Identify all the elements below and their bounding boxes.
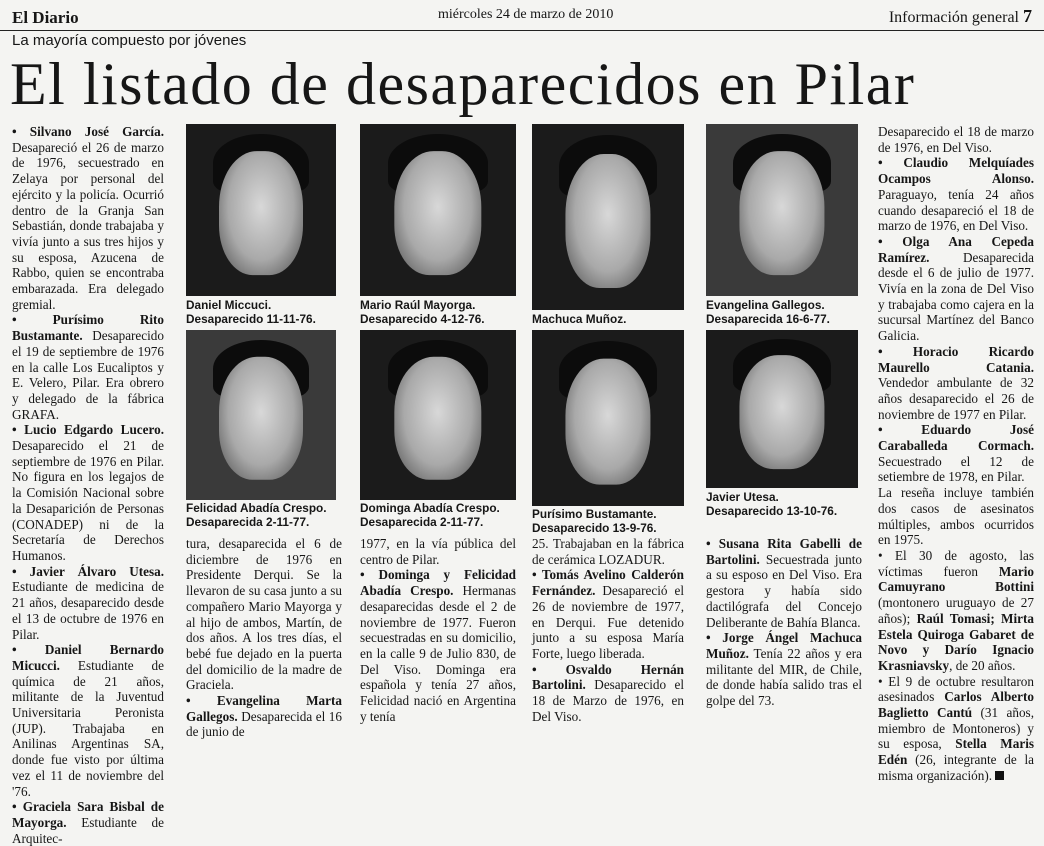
para-text: (26, integrante de la misma organización).	[878, 752, 1034, 783]
caption-status: Desaparecida 2-11-77.	[186, 514, 310, 529]
photo-daniel-miccuci	[186, 124, 336, 296]
entry-text: Desaparecido el 21 de septiembre de 1976 en Pilar. No figura en los legajos de la Comisión Nacional sobre la Desaparición de Personas (CONADEP) ni de la Secretaría de Derechos Humanos.	[12, 438, 164, 563]
entry-name: • Claudio Melquíades Ocampos Alonso.	[878, 155, 1034, 187]
entry-text: Desaparecida desde el 6 de julio de 1977. Vivía en la zona de Del Viso y trabajaba como cajera en la sucursal Martínez del Banco Galicia.	[878, 249, 1034, 344]
entry-text: Desapareció el 26 de marzo de 1976, secuestrado en Zelaya por personal del ejército y la policía. Ocurrió dentro de la Granja San Sebastián, donde trabajaba y vivía junto a sus tres hijos y su esposa, Azucena de Rabbo, quien se encontraba embarazada. Era delegado gremial.	[12, 139, 164, 312]
entry-gallegos	[186, 693, 342, 740]
entry-text: Paraguayo, tenía 24 años cuando desapareció el 18 de marzo de 1976, en Del Viso.	[878, 186, 1034, 234]
entry-name: • Silvano José García.	[12, 124, 164, 139]
kicker: La mayoría compuesto por jóvenes	[12, 32, 247, 49]
entry-micucci	[12, 642, 164, 799]
caption-name: Javier Utesa.	[706, 490, 779, 504]
entry-text: Vendedor ambulante de 32 años desaparecido el 26 de noviembre de 1977 en Pilar.	[878, 375, 1034, 422]
caption-name: Machuca Muñoz.	[532, 312, 627, 326]
photo-purisimo-bustamante	[532, 330, 684, 506]
photo-portrait	[394, 152, 481, 276]
entry-text: Desaparecido el 19 de septiembre de 1976 en la calle Los Eucaliptos y E. Velero, Pilar. Era obrero y delegado de la fábrica GRAFA.	[12, 328, 164, 422]
entry-ocampos	[878, 155, 1034, 234]
photo-caption	[360, 502, 528, 529]
entry-name: • Javier Álvaro Utesa.	[12, 563, 164, 579]
victim-name: Carlos Alberto Baglietto Cantú	[878, 689, 1034, 721]
photo-portrait	[394, 357, 481, 479]
headline: El listado de desaparecidos en Pilar	[10, 51, 916, 117]
para-text: • El 30 de agosto, las víctimas fueron	[878, 547, 1034, 579]
entry-machuca	[706, 630, 862, 709]
entry-lucero	[12, 422, 164, 563]
photo-portrait	[739, 152, 824, 276]
entry-name: • Susana Rita Gabelli de Bartolini.	[706, 536, 862, 567]
para-text: (montonero uruguayo de 27 años);	[878, 595, 1034, 626]
entry-cepeda	[878, 234, 1034, 344]
entry-name: • Horacio Ricardo Maurello Catania.	[878, 343, 1034, 375]
entry-text: Desapareció el 26 de noviembre de 1977, en Derqui. Fue detenido junto a su esposa María Forte, luego liberada.	[532, 583, 684, 661]
victim-name: Stella Maris Edén	[878, 736, 1034, 768]
photo-portrait	[565, 154, 650, 288]
entry-bartolini-cont: Desaparecido el 18 de marzo de 1976, en Del Viso.	[878, 124, 1034, 155]
entry-name: • Graciela Sara Bisbal de Mayorga.	[12, 799, 164, 830]
caption-name: Purísimo Bustamante.	[532, 507, 657, 521]
photo-evangelina-gallegos	[706, 124, 858, 296]
section-name: Información general	[888, 9, 1019, 26]
end-of-article-icon	[995, 771, 1004, 780]
photo-caption	[706, 299, 871, 326]
issue-date: miércoles 24 de marzo de 2010	[438, 7, 614, 22]
entry-text: Desaparecido el 18 de Marzo de 1976, en Del Viso.	[532, 677, 684, 724]
page-number: 7	[1023, 6, 1032, 26]
entry-name: • Dominga y Felicidad Abadía Crespo.	[360, 567, 516, 599]
caption-status: Desaparecida 16-6-77.	[706, 311, 830, 326]
entry-bisbal	[12, 799, 164, 846]
photo-portrait	[565, 358, 650, 485]
newspaper-logo: El Diario	[12, 8, 79, 27]
entry-name: • Purísimo Rito Bustamante.	[12, 312, 164, 344]
para-text: (31 años, miembro de Montoneros) y su esposa,	[878, 705, 1034, 752]
entry-name: • Tomás Avelino Calderón Fernández.	[532, 567, 684, 599]
entry-text: Desaparecida el 16 de junio de	[186, 708, 342, 740]
column-4	[532, 536, 684, 724]
entry-name: • Lucio Edgardo Lucero.	[12, 422, 164, 438]
entry-caraballeda	[878, 422, 1034, 485]
photo-caption	[186, 502, 354, 529]
entry-text: Estudiante de química de 21 años, militante de la Juventud Universitaria Peronista (JUP). Trabajaba en Anilinas Argentinas SA, donde fue visto por última vez el 11 de noviembre del '76.	[12, 657, 164, 799]
para-text: , de 20 años.	[949, 657, 1016, 673]
column-6	[878, 124, 1034, 783]
paragraph-9-octubre	[878, 674, 1034, 784]
para-text: • El 9 de octubre resultaron asesinados	[878, 673, 1034, 705]
photo-caption	[532, 313, 692, 327]
caption-name: Mario Raúl Mayorga.	[360, 298, 476, 312]
photo-portrait	[739, 355, 824, 469]
entry-calderon	[532, 567, 684, 661]
paragraph-asesinatos: La reseña incluye también dos casos de asesinatos múltiples, ambos ocurridos en 1975.	[878, 485, 1034, 548]
entry-text: Estudiante de medicina de 21 años, desaparecido desde el 13 de octubre de 1976 en Pilar.	[12, 579, 164, 642]
entry-bartolini	[532, 662, 684, 725]
caption-name: Daniel Miccuci.	[186, 298, 272, 312]
column-2	[186, 536, 342, 740]
entry-name: • Osvaldo Hernán Bartolini.	[532, 661, 684, 693]
entry-text: Hermanas desaparecidas desde el 2 de noviembre de 1977. Fueron secuestradas en su domicilio, en la calle 9 de Julio 830, de Del Viso. Dominga era española y tenía 27 años, Felicidad nació en Argentina y tenía	[360, 583, 516, 724]
victim-name: Raúl Tomasi; Mirta Estela Quiroga Gabaret de Novo y Darío Ignacio Krasniavsky	[878, 610, 1034, 673]
entry-text: Estudiante de Arquitec-	[12, 814, 164, 846]
section-label	[889, 6, 1032, 27]
entry-name: • Evangelina Marta Gallegos.	[186, 693, 342, 724]
photo-caption	[360, 299, 520, 326]
caption-status: Desaparecida 2-11-77.	[360, 514, 484, 529]
entry-gallegos-cont: 1977, en la vía pública del centro de Pilar.	[360, 536, 516, 567]
entry-bustamante	[12, 312, 164, 422]
photo-caption	[532, 508, 692, 535]
caption-name: Dominga Abadía Crespo.	[360, 501, 500, 515]
caption-name: Felicidad Abadía Crespo.	[186, 501, 327, 515]
photo-machuca-munoz	[532, 124, 684, 310]
entry-name: • Daniel Bernardo Micucci.	[12, 642, 164, 673]
entry-text: Tenía 22 años y era militante del MIR, de Chile, de donde había salido tras el golpe del 73.	[706, 645, 862, 709]
entry-name: • Eduardo José Caraballeda Cormach.	[878, 422, 1034, 454]
photo-portrait	[219, 357, 303, 479]
entry-gabelli	[706, 536, 862, 630]
entry-abadia-cont: 25. Trabajaban en la fábrica de cerámica LOZADUR.	[532, 536, 684, 567]
caption-status: Desaparecido 13-10-76.	[706, 503, 838, 518]
caption-name: Evangelina Gallegos.	[706, 298, 825, 312]
paragraph-30-agosto	[878, 548, 1034, 674]
column-5	[706, 536, 862, 709]
entry-abadia	[360, 567, 516, 724]
caption-status: Desaparecido 11-11-76.	[186, 311, 316, 326]
photo-portrait	[219, 152, 303, 276]
photo-dominga-abadia	[360, 330, 516, 500]
caption-status: Desaparecido 13-9-76.	[532, 520, 657, 535]
entry-bisbal-cont: tura, desaparecida el 6 de diciembre de 1976 en Presidente Derqui. Se la llevaron de su casa junto a su compañero Mario Mayorga y al hijo de ambos, Martín, de dos años. A los tres días, el bebé fue dejado en la puerta del domicilio de la madre de Graciela.	[186, 536, 342, 693]
photo-javier-utesa	[706, 330, 858, 488]
page-header	[0, 0, 1044, 31]
entry-name: • Jorge Ángel Machuca Muñoz.	[706, 630, 862, 661]
column-1	[12, 124, 164, 846]
photo-felicidad-abadia	[186, 330, 336, 500]
photo-caption	[706, 491, 874, 518]
caption-status: Desaparecido 4-12-76.	[360, 311, 485, 326]
photo-caption	[186, 299, 346, 326]
photo-mario-mayorga	[360, 124, 516, 296]
entry-text: Secuestrada junto a su esposo en Del Viso. Era gestora y había sido dactilógrafa del Concejo Deliberante de Bahía Blanca.	[706, 551, 862, 630]
entry-text: Secuestrado el 12 de setiembre de 1978, en Pilar.	[878, 453, 1034, 485]
victim-name: Mario Camuyrano Bottini	[878, 563, 1034, 595]
column-3	[360, 536, 516, 724]
entry-name: • Olga Ana Cepeda Ramírez.	[878, 233, 1034, 265]
entry-utesa	[12, 564, 164, 643]
entry-garcia	[12, 124, 164, 312]
entry-maurello	[878, 344, 1034, 423]
